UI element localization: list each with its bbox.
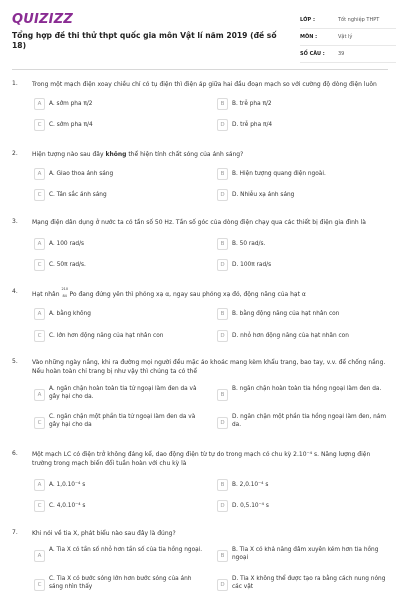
question-text: Vào những ngày nắng, khi ra đường mọi người đều mặc áo khoác mang kèm khẩu trang, bao tay, v.v. để chống nắng. Nếu hoàn toàn chỉ trang bị như vậy thì chúng ta có thể [32,359,386,375]
meta-value: Vật lý [338,34,353,40]
question-4 [12,288,392,350]
option-letter: B [217,308,228,320]
option-letter: B [217,389,228,401]
option-b[interactable] [217,545,385,567]
option-b[interactable] [217,237,385,252]
nuclide-atomic-number: 84 [62,294,67,298]
option-text: D. nhỏ hơn động năng của hạt nhân con [232,333,349,339]
nuclide-notation [61,288,69,296]
meta-key: LỚP : [300,17,315,23]
option-text: B. Tia X có khả năng đâm xuyên kém hơn tia hồng ngoại [232,547,379,561]
option-b[interactable] [217,167,385,182]
option-d[interactable] [217,258,385,273]
option-d[interactable] [217,574,385,596]
option-letter: A [34,168,45,180]
option-letter: B [217,98,228,110]
option-text: C. Tán sắc ánh sáng [49,192,107,198]
question-number: 7. [12,529,18,536]
meta-row-subject [300,29,396,46]
question-text [32,288,388,299]
quizizz-logo: QUIZIZZ [12,12,73,27]
option-text: A. sớm pha π/2 [49,101,93,107]
option-letter: B [217,479,228,491]
option-letter: D [217,259,228,271]
option-letter: D [217,330,228,342]
question-number: 3. [12,218,18,225]
option-letter: B [217,238,228,250]
option-c[interactable] [34,118,202,133]
option-text: A. 100 rad/s [49,241,85,247]
option-text: D. trễ pha π/4 [232,122,273,128]
question-number: 5. [12,358,18,365]
option-letter: D [217,500,228,512]
question-number: 6. [12,450,18,457]
option-text: A. ngăn chặn hoàn toàn tia tử ngoại làm đen da và gây hại cho da. [49,386,197,400]
option-letter: A [34,98,45,110]
option-letter: C [34,259,45,271]
option-text: C. Tia X có bước sóng lớn hơn bước sóng của ánh sáng nhìn thấy [49,576,192,590]
option-d[interactable] [217,329,385,344]
document-header [0,0,400,66]
option-text: B. Hiện tượng quang điện ngoài. [232,171,326,177]
meta-row-count [300,46,396,63]
meta-box [300,12,396,63]
option-letter: C [34,330,45,342]
option-a[interactable] [34,545,202,567]
meta-value: 39 [338,51,345,57]
question-text: Khi nói về tia X, phát biểu nào sau đây là đúng? [32,530,176,537]
option-b[interactable] [217,97,385,112]
option-text: D. 0,5.10⁻⁴ s [232,503,269,509]
question-text: Một mạch LC có điện trở không đáng kể, dao động điện từ tự do trong mạch có chu kỳ 2.10⁻⁴ s. Năng lượng điện trường trong mạch biến đổi tuần hoàn với chu kỳ là [32,451,371,467]
question-3 [12,218,392,278]
option-d[interactable] [217,499,385,514]
question-text-part: Hiện tượng nào sau đây [32,151,106,158]
question-text-part: thể hiện tính chất sóng của ánh sáng? [126,151,244,158]
option-text: B. 2,0.10⁻⁴ s [232,482,269,488]
option-a[interactable] [34,167,202,182]
option-letter: C [34,417,45,429]
option-c[interactable] [34,499,202,514]
nuclide-symbol: Po [69,291,77,298]
option-letter: B [217,168,228,180]
option-letter: C [34,579,45,591]
option-text: B. bằng động năng của hạt nhân con [232,311,340,317]
option-a[interactable] [34,237,202,252]
option-text: A. bằng không [49,311,91,317]
question-1 [12,80,392,140]
option-letter: C [34,189,45,201]
question-7 [12,529,392,599]
question-number: 4. [12,288,18,295]
option-text: C. 4,0.10⁻⁴ s [49,503,86,509]
question-number: 1. [12,80,18,87]
question-2 [12,150,392,210]
option-text: A. 1,0.10⁻⁴ s [49,482,86,488]
question-6 [12,450,392,520]
option-letter: C [34,119,45,131]
option-letter: A [34,308,45,320]
meta-row-class [300,12,396,29]
option-b[interactable] [217,384,385,406]
option-text: C. ngăn chặn một phần tia tử ngoại làm đen da và gây hại cho da [49,414,196,428]
option-text: A. Giao thoa ánh sáng [49,171,114,177]
option-text: D. Tia X không thể được tạo ra bằng cách nung nóng các vật [232,576,386,590]
option-b[interactable] [217,307,385,322]
option-d[interactable] [217,118,385,133]
option-text: B. ngăn chặn hoàn toàn tia hồng ngoại làm đen da. [232,386,382,392]
option-text: D. Nhiễu xạ ánh sáng [232,192,295,198]
option-text: D. ngăn chặn một phần tia hồng ngoại làm đen, nám da. [232,414,386,428]
option-letter: A [34,389,45,401]
option-d[interactable] [217,412,385,434]
option-letter: A [34,550,45,562]
option-a[interactable] [34,478,202,493]
option-c[interactable] [34,258,202,273]
question-5 [12,358,392,440]
meta-key: MÔN : [300,34,318,40]
option-a[interactable] [34,384,202,406]
option-text: B. trễ pha π/2 [232,101,272,107]
option-text: A. Tia X có tần số nhỏ hơn tần số của tia hồng ngoại. [49,547,203,553]
option-a[interactable] [34,307,202,322]
question-text-emphasis: không [105,151,127,158]
option-text: B. 50 rad/s. [232,241,266,247]
option-letter: B [217,550,228,562]
option-c[interactable] [34,329,202,344]
option-text: C. 50π rad/s. [49,262,86,268]
option-letter: D [217,579,228,591]
question-text-part: Hạt nhân [32,291,62,298]
option-letter: A [34,238,45,250]
meta-value: Tốt nghiệp THPT [338,17,380,23]
question-number: 2. [12,150,18,157]
document-title: Tổng hợp đề thi thử thpt quốc gia môn Vật lí năm 2019 (đề số 18) [12,31,277,50]
question-text [32,150,388,159]
question-text-part: đang đứng yên thì phóng xạ α, ngay sau phóng xạ đó, động năng của hạt α [76,291,306,298]
option-text: C. sớm pha π/4 [49,122,93,128]
option-d[interactable] [217,188,385,203]
option-c[interactable] [34,188,202,203]
question-text: Trong một mạch điện xoay chiều chỉ có tụ điện thì điện áp giữa hai đầu đoạn mạch so với cường độ dòng điện luôn [32,81,377,88]
option-letter: D [217,119,228,131]
option-text: C. lớn hơn động năng của hạt nhân con [49,333,164,339]
option-b[interactable] [217,478,385,493]
option-a[interactable] [34,97,202,112]
option-letter: C [34,500,45,512]
header-divider [12,69,388,70]
nuclide-mass-number: 210 [61,287,69,291]
meta-key: SỐ CÂU : [300,51,325,57]
option-text: D. 100π rad/s [232,262,272,268]
option-c[interactable] [34,574,202,596]
question-text: Mạng điện dân dụng ở nước ta có tần số 50 Hz. Tần số góc của dòng điện chạy qua các thiết bị điện gia đình là [32,219,366,226]
option-letter: D [217,189,228,201]
option-letter: A [34,479,45,491]
option-c[interactable] [34,412,202,434]
option-letter: D [217,417,228,429]
